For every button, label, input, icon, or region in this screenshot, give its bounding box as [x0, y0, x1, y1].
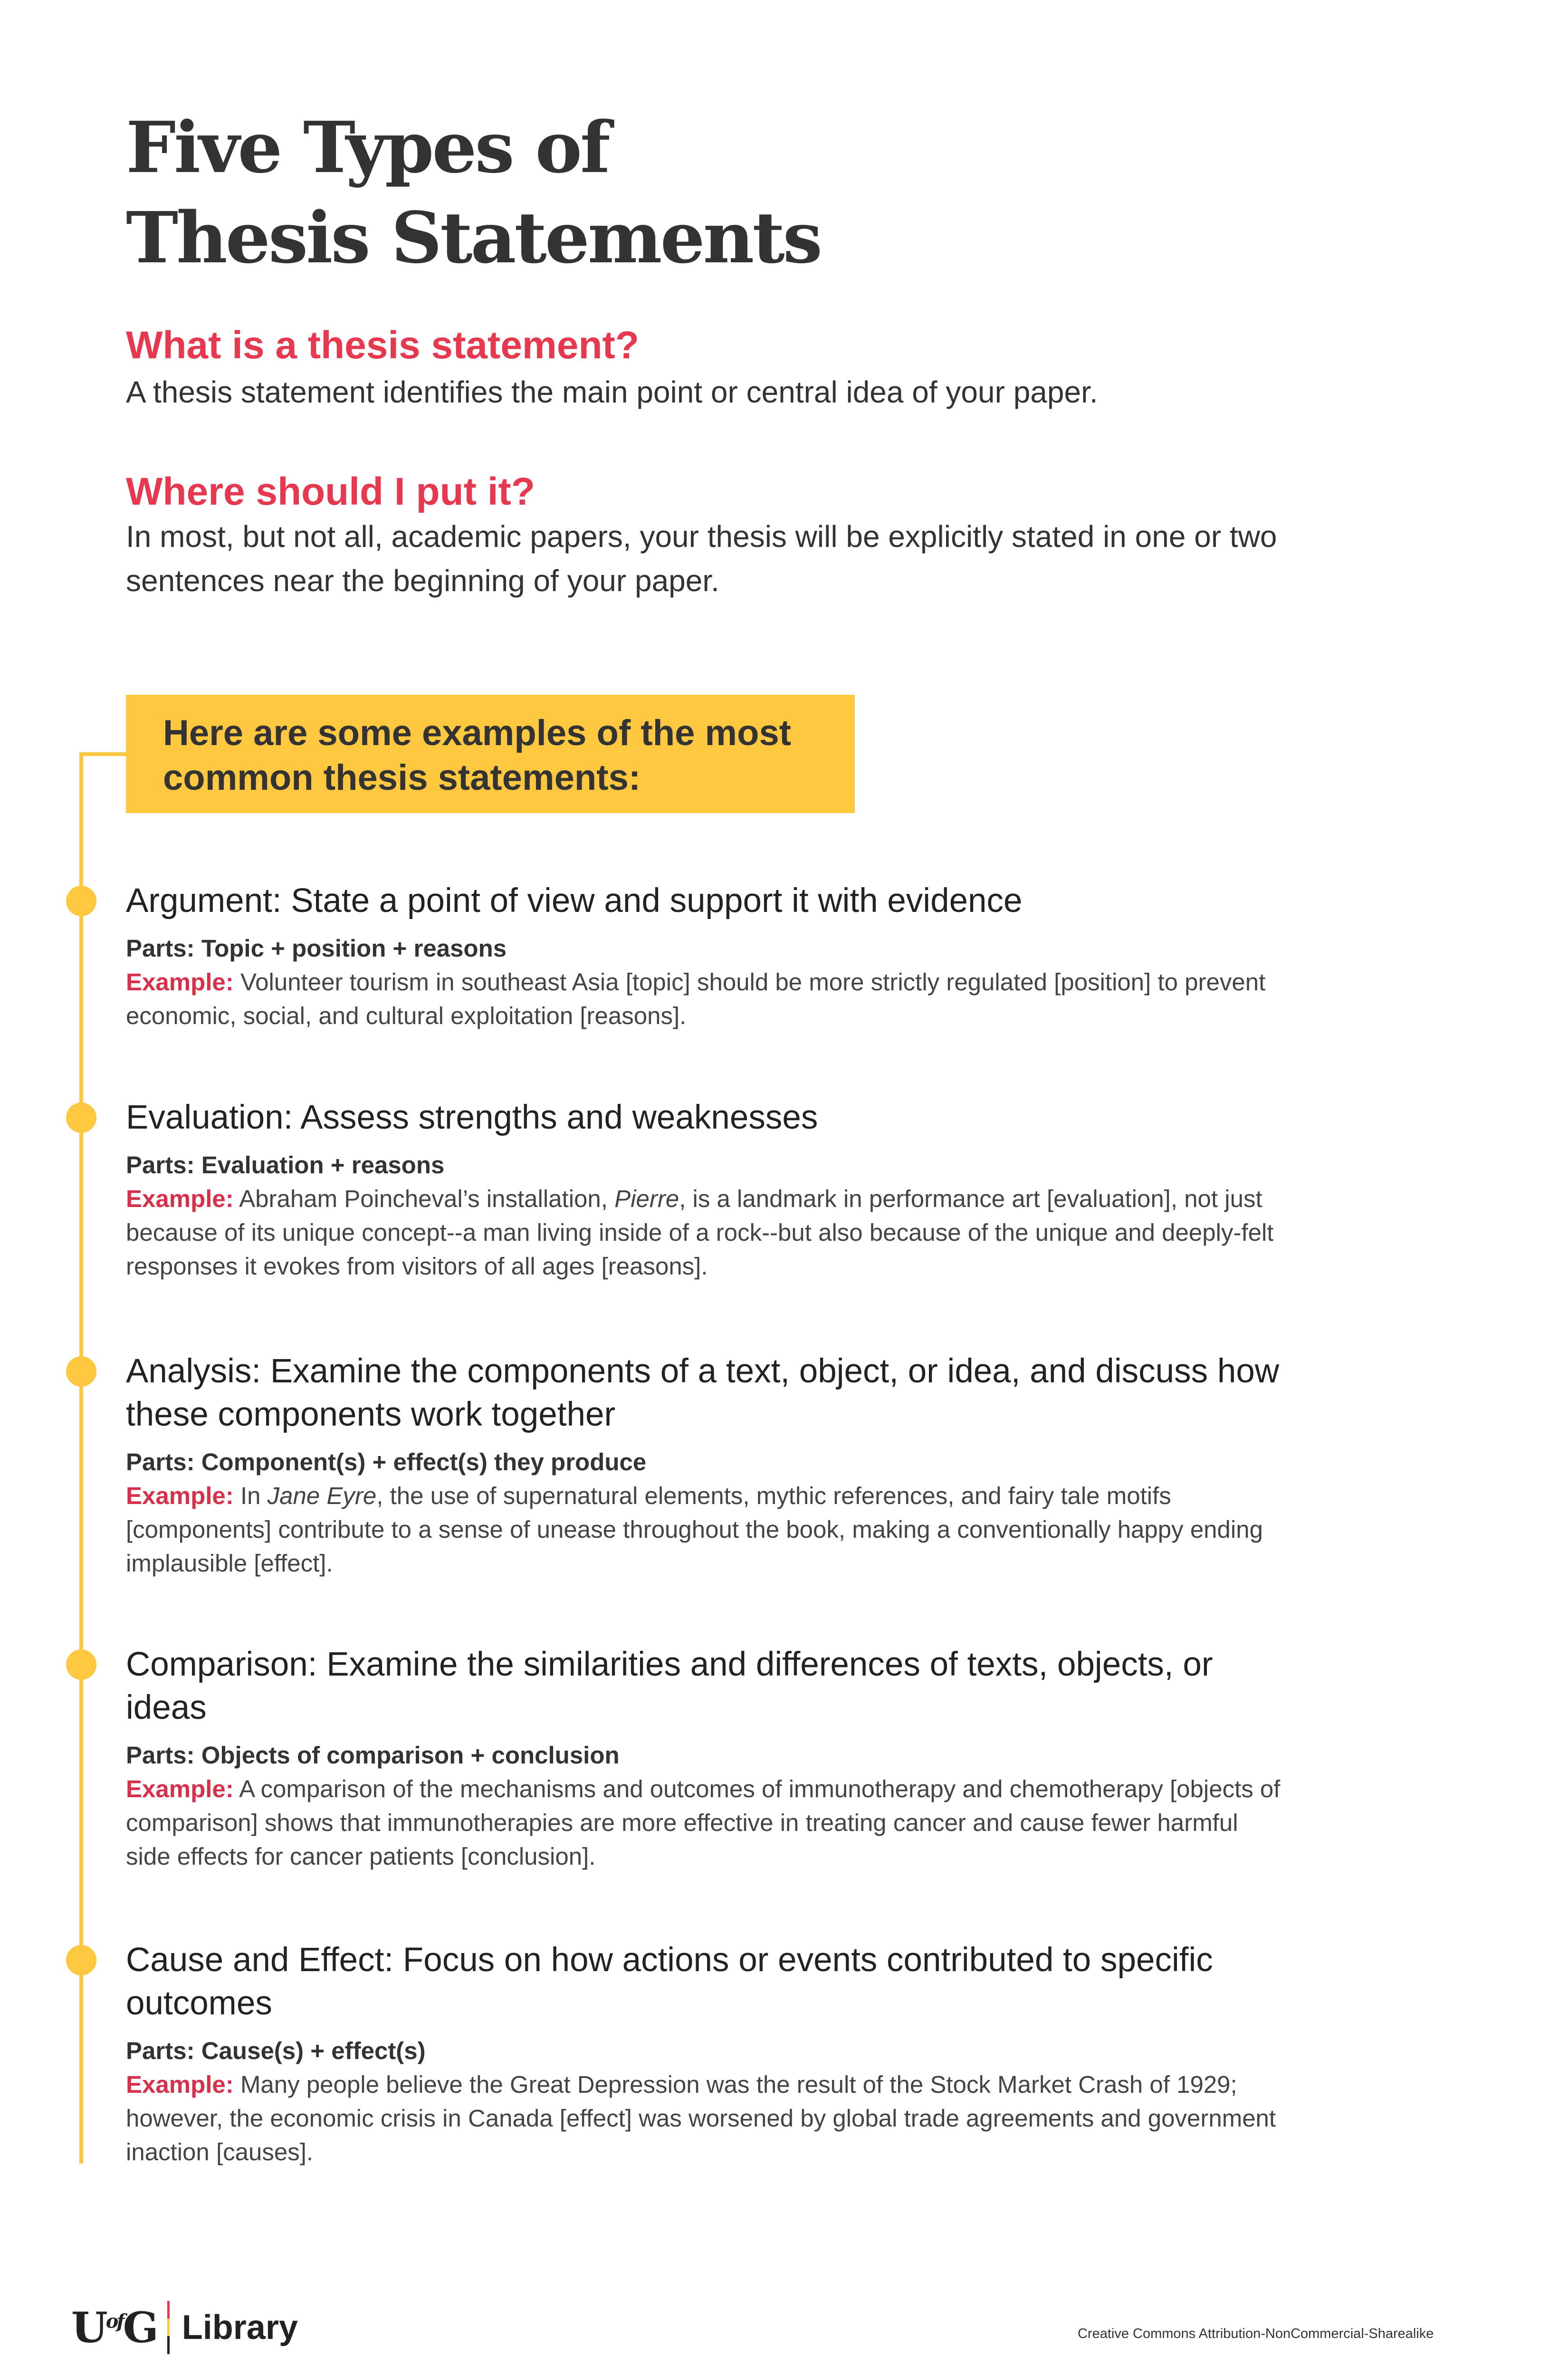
title-line-2: Thesis Statements [126, 196, 821, 279]
example-label: Example: [126, 1482, 234, 1509]
example-text: Abraham Poincheval’s installation, [239, 1185, 615, 1212]
type-example [126, 965, 1285, 1033]
uofg-library-logo [71, 2299, 298, 2356]
thesis-type-argument [126, 879, 1285, 1033]
logo-g: G [123, 2303, 157, 2352]
timeline-connector [79, 752, 126, 756]
example-label: Example: [126, 1775, 234, 1802]
type-heading: Analysis: Examine the components of a text, object, or idea, and discuss how these components work together [126, 1352, 1280, 1433]
type-example [126, 1772, 1285, 1873]
page-title [126, 102, 821, 283]
timeline-dot [66, 1945, 96, 1975]
example-text: Volunteer tourism in southeast Asia [topic] should be more strictly regulated [position] to prevent economic, social, and cultural exploitation [reasons]. [126, 968, 1266, 1029]
example-label: Example: [126, 1185, 234, 1212]
examples-callout: Here are some examples of the most common thesis statements: [126, 695, 855, 813]
thesis-type-evaluation [126, 1096, 1285, 1283]
answer-what: A thesis statement identifies the main point or central idea of your paper. [126, 375, 1098, 409]
type-example [126, 1182, 1285, 1283]
logo-u: U [71, 2303, 106, 2352]
type-example [126, 2068, 1285, 2169]
example-label: Example: [126, 968, 234, 996]
type-parts: Parts: Objects of comparison + conclusion [126, 1742, 620, 1769]
type-parts: Parts: Evaluation + reasons [126, 1151, 445, 1178]
example-text-end: , is a landmark in performance art [evaluation], not just because of its unique concept--a man living inside of a rock--but also because of the unique and deeply-felt responses it evokes from visitors of all ages [reasons]. [126, 1185, 1274, 1280]
thesis-type-comparison [126, 1643, 1285, 1873]
type-heading: Evaluation: Assess strengths and weaknesses [126, 1099, 818, 1136]
type-heading: Comparison: Examine the similarities and differences of texts, objects, or ideas [126, 1646, 1213, 1726]
timeline-dot [66, 1102, 96, 1133]
example-text: A comparison of the mechanisms and outcomes of immunotherapy and chemotherapy [objects of comparison] shows that immunotherapies are more effective in treating cancer and cause fewer harmful side effects for cancer patients [conclusion]. [126, 1775, 1281, 1870]
title-line-1: Five Types of [126, 106, 609, 189]
thesis-type-analysis [126, 1350, 1285, 1580]
logo-mark [71, 2303, 157, 2352]
logo-divider [167, 2301, 170, 2354]
type-parts: Parts: Cause(s) + effect(s) [126, 2037, 426, 2064]
type-example [126, 1479, 1285, 1580]
question-what: What is a thesis statement? [126, 324, 639, 367]
example-italic: Jane Eyre [267, 1482, 377, 1509]
timeline-dot [66, 1356, 96, 1387]
question-where: Where should I put it? [126, 470, 535, 513]
thesis-type-cause-effect [126, 1938, 1285, 2169]
answer-where: In most, but not all, academic papers, your thesis will be explicitly stated in one or two sentences near the beginning of your paper. [126, 519, 1277, 598]
timeline-dot [66, 1649, 96, 1680]
example-text: In [240, 1482, 268, 1509]
type-heading: Cause and Effect: Focus on how actions or events contributed to specific outcomes [126, 1941, 1213, 2022]
timeline-dot [66, 886, 96, 916]
logo-of: of [105, 2310, 123, 2333]
example-italic: Pierre [614, 1185, 679, 1212]
example-label: Example: [126, 2071, 234, 2098]
type-parts: Parts: Component(s) + effect(s) they produce [126, 1448, 647, 1475]
type-parts: Parts: Topic + position + reasons [126, 935, 507, 962]
logo-text: Library [182, 2309, 298, 2347]
type-heading: Argument: State a point of view and support it with evidence [126, 882, 1023, 920]
license-text: Creative Commons Attribution-NonCommercial-Sharealike [1078, 2326, 1434, 2341]
example-text: Many people believe the Great Depression was the result of the Stock Market Crash of 1929; however, the economic crisis in Canada [effect] was worsened by global trade agreements and government inaction [causes]. [126, 2071, 1276, 2165]
example-text-end: , the use of supernatural elements, mythic references, and fairy tale motifs [components] contribute to a sense of unease throughout the book, making a conventionally happy ending implausible [effect]. [126, 1482, 1263, 1577]
